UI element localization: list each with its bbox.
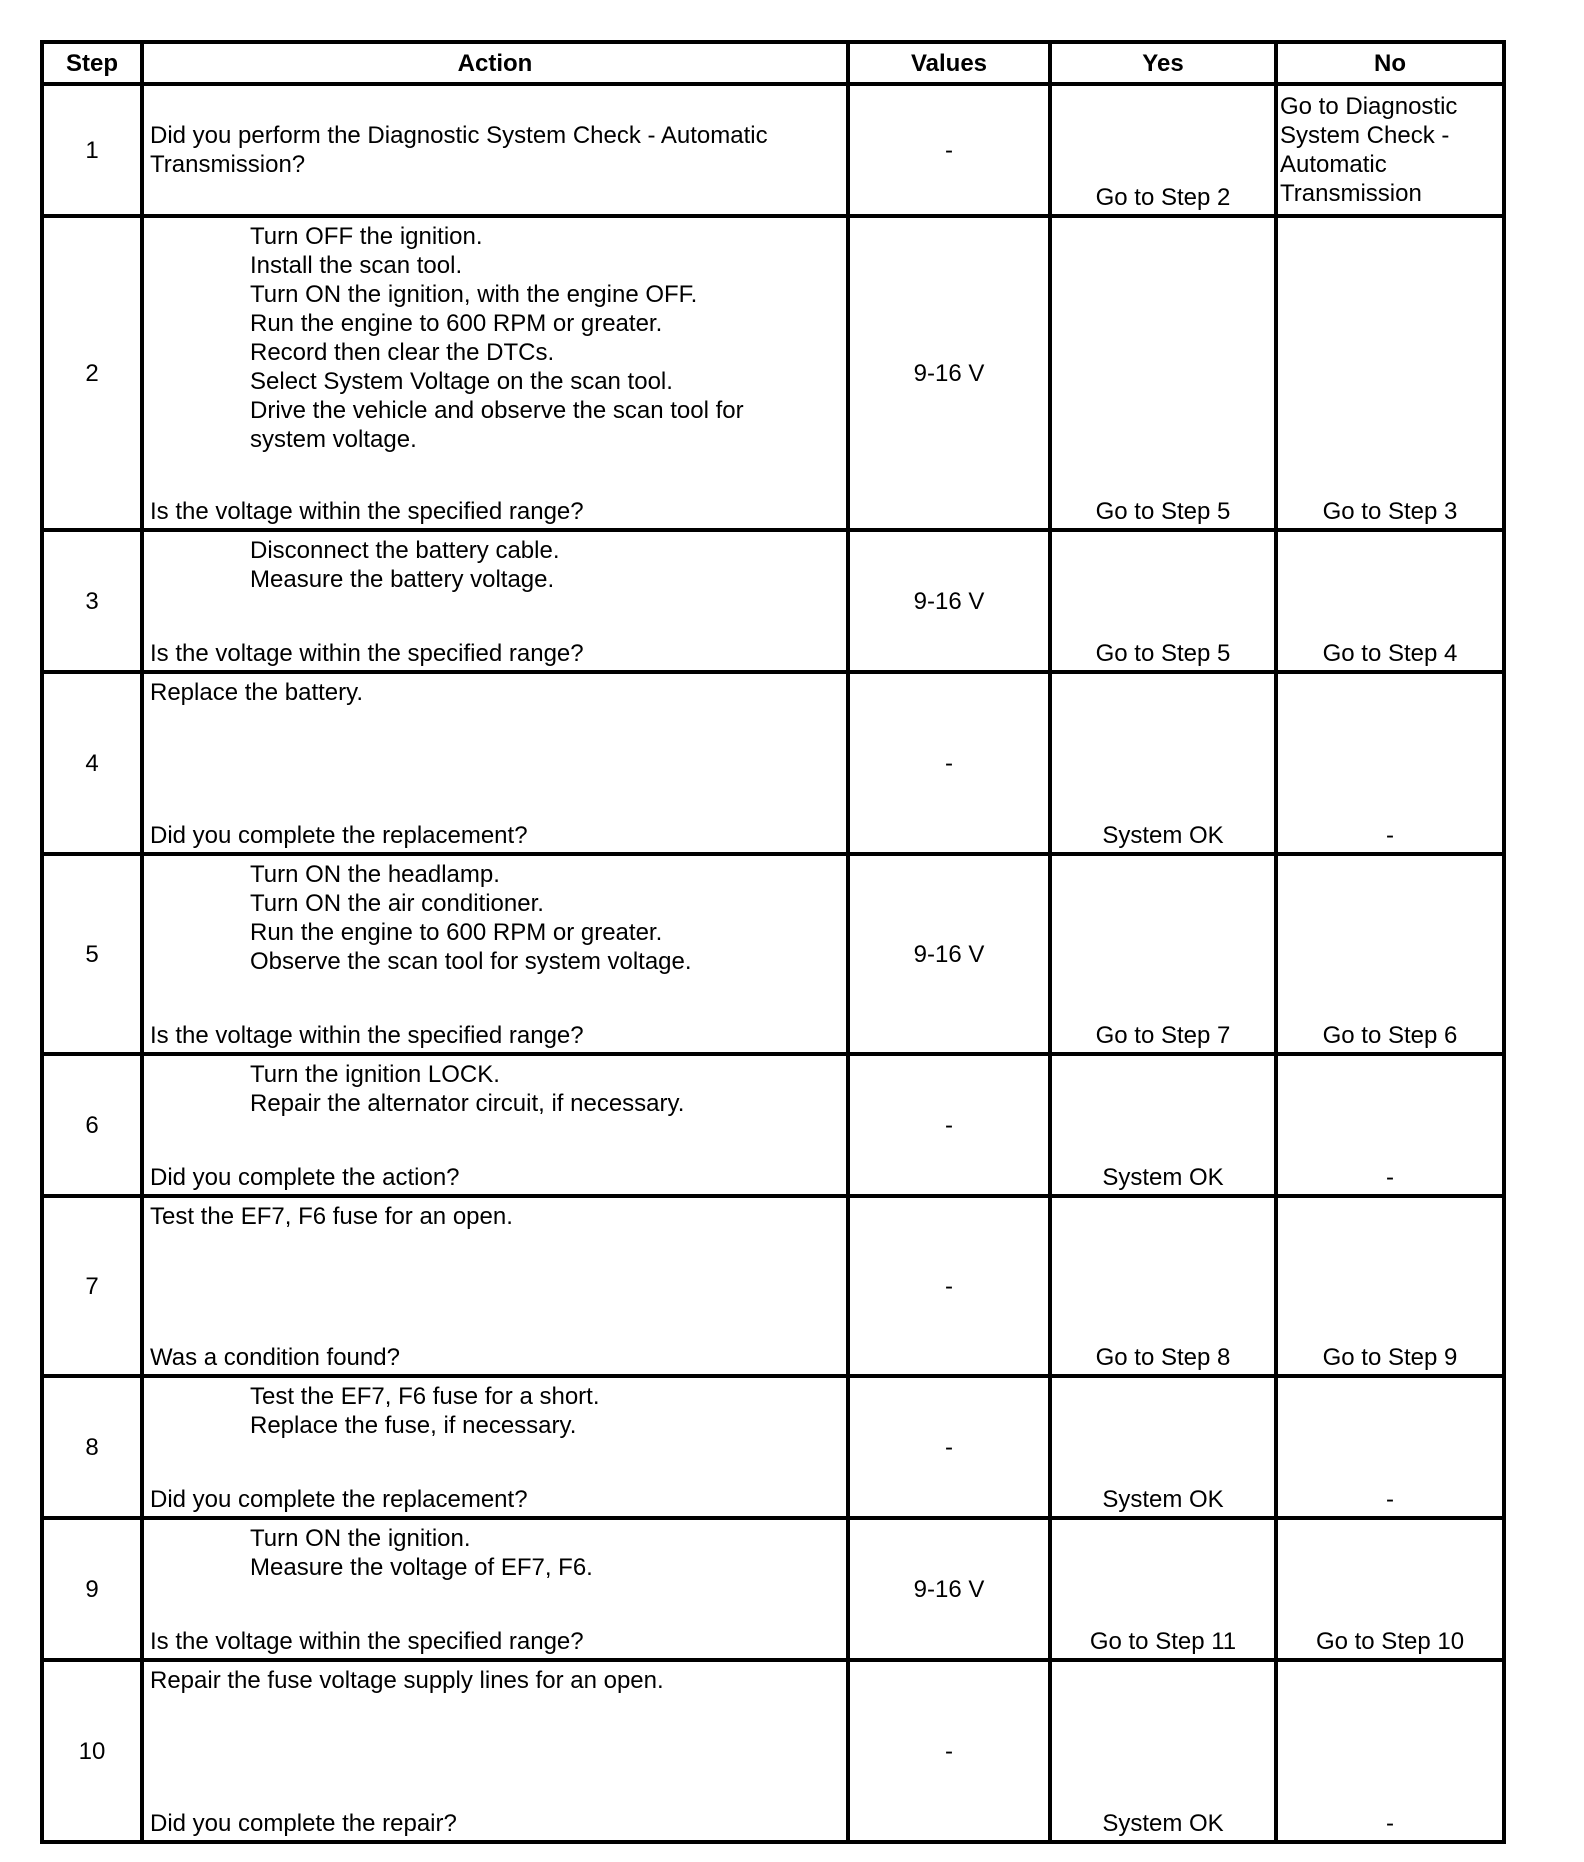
action-cell [142, 854, 848, 1054]
values-cell: - [848, 1054, 1050, 1196]
header-values: Values [848, 42, 1050, 84]
action-text: Repair the fuse voltage supply lines for an open. [150, 1667, 664, 1694]
no-text: Go to Diagnostic [1280, 93, 1458, 120]
action-step: Record then clear the DTCs. [250, 339, 555, 366]
action-question: Is the voltage within the specified range? [150, 498, 584, 525]
values-cell: 9-16 V [848, 854, 1050, 1054]
action-step: Repair the alternator circuit, if necessary. [250, 1090, 685, 1117]
step-number: 6 [42, 1054, 142, 1196]
no-cell [1276, 216, 1504, 530]
no-text: System Check - [1280, 122, 1450, 149]
action-cell [142, 530, 848, 672]
yes-cell [1050, 1054, 1276, 1196]
action-step: Drive the vehicle and observe the scan tool for [250, 397, 744, 424]
action-text: Did you perform the Diagnostic System Check - Automatic [150, 122, 768, 149]
step-number: 2 [42, 216, 142, 530]
action-step: Run the engine to 600 RPM or greater. [250, 919, 663, 946]
diagnostic-table [40, 40, 1506, 1844]
action-step: Observe the scan tool for system voltage. [250, 948, 692, 975]
action-step: Select System Voltage on the scan tool. [250, 368, 673, 395]
no-text: - [1386, 1810, 1394, 1837]
action-cell [142, 84, 848, 216]
yes-text: System OK [1102, 1164, 1224, 1191]
action-cell [142, 1376, 848, 1518]
table-row [42, 1518, 1504, 1660]
yes-cell [1050, 216, 1276, 530]
step-number: 8 [42, 1376, 142, 1518]
no-text: - [1386, 1164, 1394, 1191]
no-text: Go to Step 10 [1315, 1628, 1465, 1655]
step-number: 10 [42, 1660, 142, 1842]
action-step: Turn OFF the ignition. [250, 223, 483, 250]
action-text: Transmission? [150, 151, 306, 178]
step-number: 4 [42, 672, 142, 854]
action-step: Turn the ignition LOCK. [250, 1061, 500, 1088]
yes-cell [1050, 530, 1276, 672]
no-cell [1276, 1196, 1504, 1376]
step-number: 7 [42, 1196, 142, 1376]
action-question: Is the voltage within the specified range? [150, 1022, 584, 1049]
action-step: Install the scan tool. [250, 252, 463, 279]
yes-text: Go to Step 8 [1095, 1344, 1231, 1371]
table-row [42, 1054, 1504, 1196]
action-cell [142, 216, 848, 530]
action-step: Disconnect the battery cable. [250, 537, 560, 564]
action-step: Test the EF7, F6 fuse for a short. [250, 1383, 600, 1410]
no-cell [1276, 672, 1504, 854]
action-step: Measure the battery voltage. [250, 566, 555, 593]
yes-cell [1050, 1518, 1276, 1660]
header-step: Step [42, 42, 142, 84]
action-cell [142, 1660, 848, 1842]
table-row [42, 1376, 1504, 1518]
action-step: system voltage. [250, 426, 417, 453]
no-cell [1276, 1660, 1504, 1842]
table-row [42, 854, 1504, 1054]
yes-cell [1050, 1660, 1276, 1842]
action-step: Turn ON the headlamp. [250, 861, 500, 888]
action-question: Did you complete the repair? [150, 1810, 457, 1837]
yes-cell [1050, 84, 1276, 216]
step-number: 5 [42, 854, 142, 1054]
table-row [42, 84, 1504, 216]
table-row [42, 1196, 1504, 1376]
yes-text: System OK [1102, 1810, 1224, 1837]
action-question: Is the voltage within the specified range? [150, 640, 584, 667]
values-cell: - [848, 84, 1050, 216]
action-step: Run the engine to 600 RPM or greater. [250, 310, 663, 337]
header-yes: Yes [1050, 42, 1276, 84]
header-row [42, 42, 1504, 84]
table-row [42, 672, 1504, 854]
no-cell [1276, 854, 1504, 1054]
values-cell: - [848, 1660, 1050, 1842]
action-question: Did you complete the action? [150, 1164, 460, 1191]
step-number: 3 [42, 530, 142, 672]
step-number: 1 [42, 84, 142, 216]
no-text: Go to Step 4 [1322, 640, 1458, 667]
no-text: Transmission [1280, 180, 1422, 207]
header-no: No [1276, 42, 1504, 84]
no-cell [1276, 1054, 1504, 1196]
yes-text: System OK [1102, 822, 1224, 849]
action-step: Turn ON the ignition. [250, 1525, 471, 1552]
values-cell: 9-16 V [848, 530, 1050, 672]
values-cell: - [848, 1376, 1050, 1518]
table-row [42, 216, 1504, 530]
action-question: Did you complete the replacement? [150, 822, 528, 849]
no-cell [1276, 1518, 1504, 1660]
no-cell [1276, 530, 1504, 672]
values-cell: - [848, 1196, 1050, 1376]
action-text: Replace the battery. [150, 679, 364, 706]
action-cell [142, 1054, 848, 1196]
values-cell: 9-16 V [848, 1518, 1050, 1660]
no-text: Automatic [1280, 151, 1387, 178]
step-number: 9 [42, 1518, 142, 1660]
no-text: Go to Step 9 [1322, 1344, 1458, 1371]
no-text: - [1386, 1486, 1394, 1513]
yes-text: Go to Step 2 [1095, 184, 1231, 211]
table-row [42, 1660, 1504, 1842]
yes-text: Go to Step 5 [1095, 640, 1231, 667]
action-step: Turn ON the air conditioner. [250, 890, 544, 917]
yes-text: Go to Step 5 [1095, 498, 1231, 525]
yes-text: Go to Step 11 [1089, 1628, 1237, 1655]
header-action: Action [142, 42, 848, 84]
action-text: Test the EF7, F6 fuse for an open. [150, 1203, 513, 1230]
no-text: Go to Step 6 [1322, 1022, 1458, 1049]
action-question: Was a condition found? [150, 1344, 400, 1371]
yes-text: Go to Step 7 [1095, 1022, 1231, 1049]
values-cell: - [848, 672, 1050, 854]
table-row [42, 530, 1504, 672]
no-text: Go to Step 3 [1322, 498, 1458, 525]
action-question: Did you complete the replacement? [150, 1486, 528, 1513]
no-text: - [1386, 822, 1394, 849]
yes-cell [1050, 1196, 1276, 1376]
yes-cell [1050, 854, 1276, 1054]
action-cell [142, 672, 848, 854]
yes-text: System OK [1102, 1486, 1224, 1513]
yes-cell [1050, 672, 1276, 854]
action-step: Measure the voltage of EF7, F6. [250, 1554, 593, 1581]
action-step: Turn ON the ignition, with the engine OFF. [250, 281, 698, 308]
action-question: Is the voltage within the specified range? [150, 1628, 584, 1655]
action-step: Replace the fuse, if necessary. [250, 1412, 577, 1439]
action-cell [142, 1196, 848, 1376]
action-cell [142, 1518, 848, 1660]
no-cell [1276, 84, 1504, 216]
yes-cell [1050, 1376, 1276, 1518]
no-cell [1276, 1376, 1504, 1518]
values-cell: 9-16 V [848, 216, 1050, 530]
